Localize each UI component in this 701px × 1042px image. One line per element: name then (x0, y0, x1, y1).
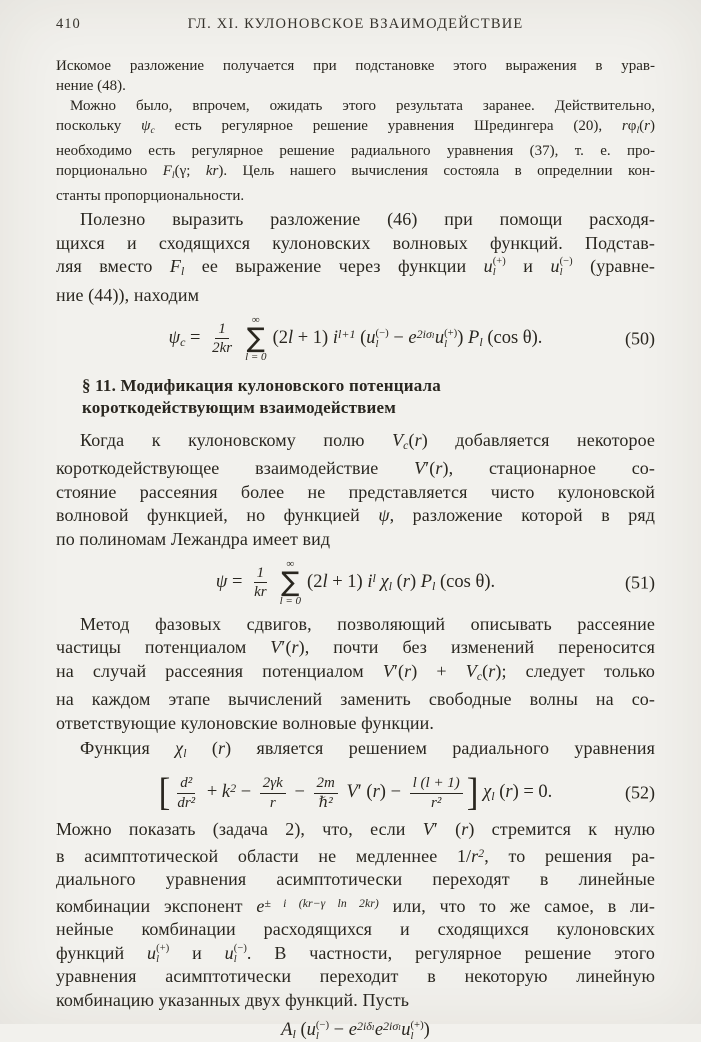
fraction-numerator: 2m (314, 774, 338, 794)
math-var: l (287, 328, 294, 349)
fraction-denominator: 2kr (212, 340, 233, 357)
text-line: в асимптотической области не медленнее $1/r^2$, то решения ра- (56, 845, 655, 866)
math-fraction (209, 320, 235, 358)
math-var: u (434, 328, 445, 349)
math-var: r (414, 429, 422, 450)
math-var: A (281, 1020, 293, 1041)
math-var: u (306, 1020, 316, 1041)
paragraph-radial-equation-intro (56, 737, 655, 766)
sigma-sum-symbol: ∑ (281, 567, 300, 599)
text-line: Можно показать (задача 2), что, если V′ (r) стремится к нулю (56, 819, 655, 840)
fraction-denominator: ℏ² (318, 794, 333, 811)
page-body (56, 56, 655, 1042)
equation-number: (50) (625, 328, 655, 349)
equation-50 (56, 315, 655, 363)
fraction-numerator: 2γk (260, 774, 286, 794)
math-subscript: l (292, 1027, 296, 1042)
supsub-lower: l (375, 337, 379, 350)
math-var: l (322, 572, 328, 593)
math-var: u (224, 942, 234, 963)
text-line: ответствующие кулоновские волновые функции. (56, 712, 434, 733)
text-line: станты пропорциональности. (56, 188, 245, 204)
equation-52 (56, 771, 655, 815)
math-supsub (376, 328, 389, 350)
math-supsub (156, 944, 169, 965)
text-line: уравнения асимптотически переходит в некоторую линейную (56, 966, 655, 987)
fraction-denominator: kr (254, 584, 267, 601)
math-supsub (410, 1020, 423, 1042)
math-fraction (251, 564, 269, 602)
math-var: ψ (168, 328, 181, 349)
math-subscript: l (183, 747, 187, 761)
math-var: r (488, 660, 496, 681)
supsub-upper: (+) (156, 942, 170, 954)
text-line: Полезно выразить разложение (46) при помощи расходя- (80, 209, 655, 229)
text-line: стояние рассеяния более не представляется чисто кулоновской (56, 481, 655, 502)
paragraph-asymptotic-solutions (56, 818, 655, 1012)
text-line: нение (48). (56, 78, 126, 94)
supsub-upper: (−) (233, 942, 247, 954)
math-subscript: l (491, 789, 495, 804)
math-var: V (382, 660, 394, 681)
math-var: r (404, 660, 412, 681)
paragraph-continuation (56, 56, 655, 96)
summation-upper-limit: ∞ (286, 558, 295, 571)
text-line: поскольку $\psi_c$ есть регулярное решение уравнения Шредингера (20), $r\varphi_l(r)$ (56, 118, 655, 136)
math-var: u (366, 328, 376, 349)
math-fraction (174, 774, 198, 812)
supsub-lower: l (444, 337, 448, 350)
math-var: V (422, 819, 434, 840)
supsub-upper: (−) (375, 326, 389, 339)
math-supsub (316, 1020, 329, 1042)
paragraph-coulomb-modification (56, 429, 655, 552)
math-subscript: c (180, 335, 186, 350)
math-var: r (644, 118, 650, 134)
supsub-upper: (−) (315, 1019, 330, 1032)
math-supsub (560, 257, 573, 278)
supsub-lower: l (492, 266, 496, 278)
math-var: ψ (141, 118, 151, 134)
paragraph-phase-shift-method (56, 613, 655, 736)
paragraph-remark (56, 96, 655, 206)
text-line: Функция χl (r) является решением радиального уравнения (80, 738, 655, 761)
text-line: по полиномам Лежандра имеет вид (56, 528, 331, 549)
equation-51 (56, 559, 655, 607)
equation-body: ψc = $\frac{1}{2kr}$ ∞ ∑ l = 0 (2l + 1) $i^{l+1}$ (u (−) l − $e^{2i\sigma_l}u$ (+) l ) Pl (cos θ). (168, 314, 543, 363)
supsub-lower: l (315, 1029, 319, 1042)
text-line: Метод фазовых сдвигов, позволяющий описывать рассеяние (80, 613, 655, 634)
math-subscript: l (171, 170, 175, 181)
math-var: ψ (215, 572, 228, 593)
math-var: V (392, 429, 404, 450)
math-superscript: 2iδₗ (356, 1019, 375, 1034)
summation (280, 559, 301, 607)
math-subscript: c (476, 669, 483, 683)
math-superscript: l+1 (338, 327, 356, 342)
math-var: k (221, 782, 231, 803)
text-line: на случай рассеяния потенциалом V′(r) + Vc(r); следует только (56, 660, 655, 683)
math-var: V (346, 782, 358, 803)
section-heading-11 (56, 375, 655, 419)
heading-line: § 11. Модификация кулоновского потенциала (82, 375, 441, 395)
math-var: χ (380, 572, 389, 593)
text-line: короткодействующее взаимодействие V′(r), стационарное со- (56, 458, 655, 479)
math-superscript: 2 (230, 781, 237, 796)
math-var: r (372, 782, 380, 803)
math-var: e (408, 328, 417, 349)
math-var: r (471, 845, 479, 866)
supsub-upper: (+) (492, 256, 506, 268)
summation-upper-limit: ∞ (251, 314, 260, 326)
supsub-lower: l (559, 266, 563, 278)
supsub-upper: (−) (559, 256, 573, 268)
math-var: r (505, 782, 513, 803)
summation (245, 315, 266, 363)
math-fraction (314, 774, 338, 812)
supsub-upper: (+) (444, 326, 458, 339)
math-var: u (401, 1020, 411, 1041)
math-subscript: l (432, 579, 436, 594)
supsub-lower: l (233, 953, 237, 965)
text-line: Можно было, впрочем, ожидать этого результата заранее. Действительно, (70, 98, 655, 114)
equation-number: (51) (625, 572, 655, 593)
math-var: e (256, 895, 265, 916)
math-superscript: l (372, 571, 376, 586)
text-line: функций u (+) l и u (−) l . В частности, регулярное решение этого (56, 942, 655, 965)
paragraph-expansion-46 (56, 208, 655, 307)
sigma-sum-symbol: ∑ (246, 323, 265, 354)
math-var: i (332, 328, 338, 349)
math-subscript: c (403, 438, 409, 452)
math-var: u (147, 942, 157, 963)
big-bracket: [ (158, 771, 171, 815)
math-var: i (367, 572, 373, 593)
fraction-numerator: 1 (215, 320, 228, 340)
supsub-lower: l (156, 953, 160, 965)
math-var: r (217, 738, 226, 759)
math-var: r (435, 458, 443, 479)
equation-body: ψ = $\frac{1}{kr}$ ∞ ∑ l = 0 (2l + 1) $i^l$ χl (r) Pl (cos θ). (215, 558, 496, 607)
running-title: ГЛ. XI. КУЛОНОВСКОЕ ВЗАИМОДЕЙСТВИЕ (187, 16, 524, 32)
math-superscript: 2 (478, 846, 485, 860)
supsub-lower: l (410, 1029, 414, 1042)
math-var: V (465, 660, 477, 681)
supsub-upper: (+) (410, 1019, 424, 1032)
math-var: χ (483, 782, 492, 803)
math-var: u (483, 256, 493, 276)
text-line: комбинацию указанных двух функций. Пусть (56, 989, 410, 1010)
page-header (56, 16, 655, 36)
equation-body: [ $\frac{\text{d²}}{\text{dr²}}$ + $k^2$ − $\frac{2\gamma k}{r}$ − $\frac{2m}{\text{ℏ²}}$ V′ (r) − $\frac{l (l + 1)}{\text{r²}}$ ] χl (r) = 0. (158, 771, 553, 815)
math-var: F (169, 256, 182, 276)
math-var: P (420, 572, 433, 593)
math-fraction (260, 774, 286, 812)
math-var: r (402, 572, 410, 593)
summation-lower-limit: l = 0 (245, 350, 267, 363)
math-subscript: l (388, 579, 392, 594)
math-var: e (374, 1020, 384, 1041)
math-var: kr (205, 163, 219, 179)
text-line: необходимо есть регулярное решение радиального уравнения (37), т. е. про- (56, 143, 655, 159)
page-number: 410 (56, 16, 81, 32)
text-line: щихся и сходящихся кулоновских волновых функций. Подстав- (56, 232, 655, 253)
text-line: волновой функцией, но функцией ψ, разложение которой в ряд (56, 505, 655, 526)
math-var: V (414, 458, 426, 479)
text-line: на каждом этапе вычислений заменить свободные волны на со- (56, 689, 655, 710)
math-var: r (621, 118, 628, 134)
math-var: e (348, 1020, 357, 1041)
fraction-numerator: l (l + 1) (410, 774, 463, 794)
math-var: V (270, 637, 282, 658)
math-subscript: l (181, 265, 185, 278)
math-var: P (468, 328, 480, 349)
text-line: ляя вместо Fl ее выражение через функции u (+) l и u (−) l (уравне- (56, 256, 656, 278)
equation-body: Al (u (−) l − $e^{2i\delta_l}e^{2i\sigma_l}u$ (+) l ) (281, 1019, 430, 1042)
text-line: нейные комбинации расходящихся и сходящихся кулоновских (56, 919, 655, 940)
math-var: ψ (378, 505, 390, 526)
text-line: ние (44)), находим (56, 284, 200, 305)
text-line: диального уравнения асимптотически переходят в линейные (56, 869, 655, 890)
math-superscript: 2iσₗ (416, 327, 435, 342)
math-var: r (291, 637, 299, 658)
math-subscript: l (479, 335, 483, 350)
fraction-numerator: d² (177, 774, 195, 794)
math-superscript: ± i (kr−γ ln 2kr) (264, 896, 379, 910)
math-supsub (234, 944, 247, 965)
text-line: комбинации экспонент $e^{\pm i (kr-\gamma ln 2kr)}$ или, что то же самое, в ли- (56, 895, 656, 916)
fraction-denominator: dr² (177, 794, 196, 811)
math-var: F (162, 163, 172, 179)
fraction-numerator: 1 (254, 564, 267, 584)
equation-final-unnumbered (56, 1019, 655, 1042)
fraction-denominator: r² (431, 794, 442, 811)
text-line: Искомое разложение получается при подстановке этого выражения в урав- (56, 58, 655, 74)
equation-number: (52) (625, 782, 655, 803)
math-fraction (410, 774, 463, 812)
math-supsub (493, 257, 506, 278)
text-line: Когда к кулоновскому полю Vc(r) добавляется некоторое (80, 429, 655, 452)
math-var: u (550, 256, 560, 276)
text-line: частицы потенциалом V′(r), почти без изменений переносится (56, 637, 655, 658)
fraction-denominator: r (269, 794, 276, 811)
math-var: χ (175, 738, 184, 759)
big-bracket: ] (466, 771, 479, 815)
math-subscript: c (150, 125, 155, 136)
math-subscript: l (636, 125, 640, 136)
heading-line: короткодействующим взаимодействием (82, 397, 397, 417)
summation-lower-limit: l = 0 (279, 594, 302, 607)
text-line: порционально $F_l(\gamma$; kr). Цель нашего вычисления состояла в определнии кон- (56, 163, 655, 181)
math-var: r (461, 819, 469, 840)
math-supsub (444, 328, 457, 350)
math-superscript: 2iσₗ (383, 1019, 402, 1034)
